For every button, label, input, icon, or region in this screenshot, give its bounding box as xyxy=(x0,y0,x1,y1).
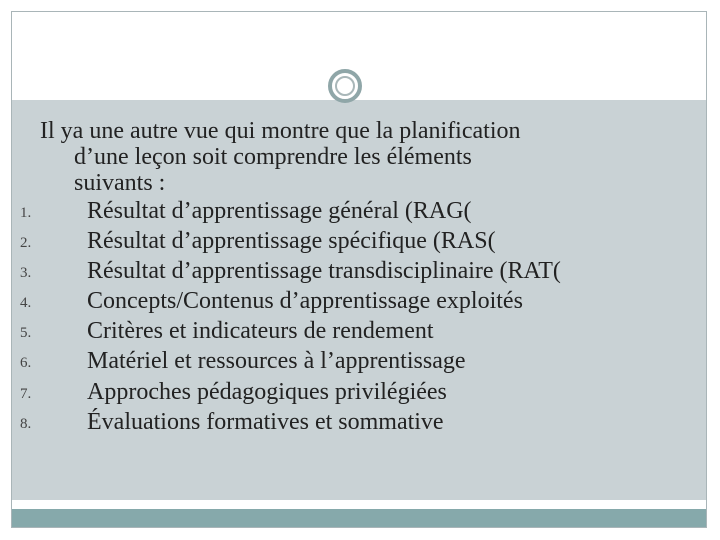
list-item-number: 3. xyxy=(20,265,32,282)
list-item-text: Critères et indicateurs de rendement xyxy=(87,318,434,345)
list-item-text: Matériel et ressources à l’apprentissage xyxy=(87,348,466,375)
intro-paragraph xyxy=(40,118,680,196)
list-item-text: Résultat d’apprentissage général (RAG( xyxy=(87,198,472,224)
intro-line-1: Il ya une autre vue qui montre que la planification xyxy=(40,118,521,144)
intro-line-2: d’une leçon soit comprendre les éléments xyxy=(74,144,472,170)
footer-bar xyxy=(12,509,706,527)
list-item-text: Concepts/Contenus d’apprentissage exploités xyxy=(87,288,523,315)
header-divider xyxy=(12,98,706,100)
list-item-number: 5. xyxy=(20,325,32,342)
list-item-number: 7. xyxy=(20,385,32,402)
list-item-number: 4. xyxy=(20,295,32,312)
list-item-number: 1. xyxy=(20,205,32,221)
list-item-text: Évaluations formatives et sommative xyxy=(87,408,444,435)
intro-line-3: suivants : xyxy=(74,170,166,196)
list-item-number: 8. xyxy=(20,415,32,432)
list-item-number: 2. xyxy=(20,235,32,252)
list-item-text: Résultat d’apprentissage transdisciplinaire (RAT( xyxy=(87,258,561,285)
list-item-text: Résultat d’apprentissage spécifique (RAS( xyxy=(87,228,496,255)
list-item-text: Approches pédagogiques privilégiées xyxy=(87,378,447,405)
circle-ornament-icon xyxy=(328,69,362,103)
list-item-number: 6. xyxy=(20,355,32,372)
